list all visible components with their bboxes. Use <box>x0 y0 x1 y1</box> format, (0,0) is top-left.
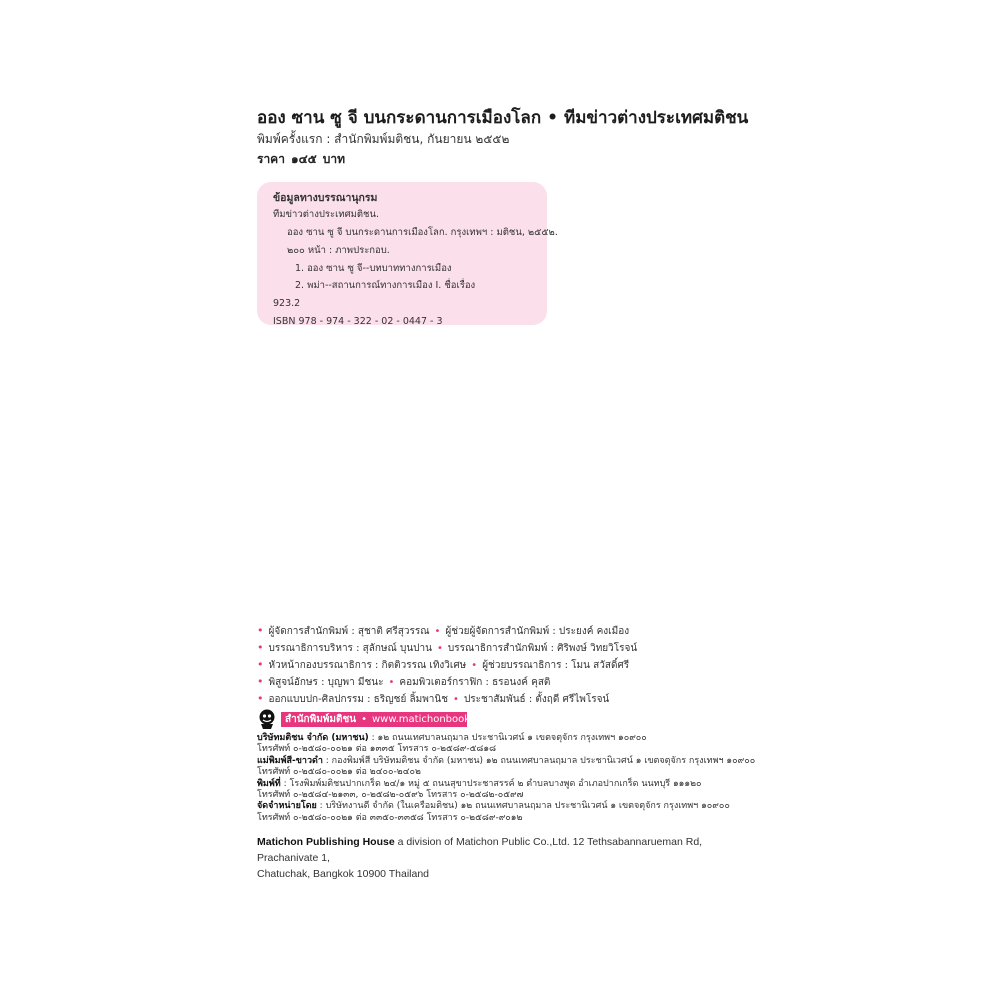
publisher-brand-row <box>257 708 495 730</box>
staff-credits <box>257 624 727 709</box>
bullet-icon: • <box>434 626 441 637</box>
catalog-subject-1: 1. ออง ซาน ซู จี--บทบาททางการเมือง <box>295 262 452 274</box>
staff-credit: ประชาสัมพันธ์ : ตั้งฤดี ศรีไพโรจน์ <box>463 694 610 705</box>
address-line <box>257 790 717 801</box>
publisher-bar <box>281 712 495 727</box>
price-label: ราคา <box>257 152 285 166</box>
staff-credit: ผู้ช่วยบรรณาธิการ : โมน สวัสดิ์ศรี <box>482 660 630 671</box>
staff-row <box>257 641 727 658</box>
staff-credit: ผู้ช่วยผู้จัดการสำนักพิมพ์ : ประยงค์ คงเมือง <box>445 626 630 637</box>
price-value: ๑๔๕ <box>290 152 317 166</box>
catalog-heading: ข้อมูลทางบรรณานุกรม <box>273 192 378 204</box>
book-title-line <box>257 104 857 131</box>
publisher-logo-icon <box>257 708 277 730</box>
english-imprint <box>257 834 717 882</box>
address-text: : กองพิมพ์สี บริษัทมติชน จำกัด (มหาชน) ๑๒ ถนนเทศบาลนฤมาล ประชานิเวศน์ ๑ เขตจตุจักร กรุงเทพฯ ๑๐๙๐๐ <box>322 755 756 766</box>
bullet-icon: • <box>257 658 264 671</box>
address-text: โทรศัพท์ ๐-๒๕๘๐-๐๐๒๑ ต่อ ๑๓๓๕ โทรสาร ๐-๒๕๘๙-๕๘๑๘ <box>257 744 497 755</box>
bullet-icon: • <box>471 660 478 671</box>
staff-credit: คอมพิวเตอร์กราฟิก : ธรอนงค์ คุสติ <box>399 677 551 688</box>
bullet-icon: • <box>547 108 558 128</box>
price-unit: บาท <box>322 152 345 166</box>
bullet-icon: • <box>257 692 264 705</box>
bullet-icon: • <box>453 694 459 705</box>
address-text: : โรงพิมพ์มติชนปากเกร็ด ๒๔/๑ หมู่ ๕ ถนนสุขาประชาสรรค์ ๒ ตำบลบางพูด อำเภอปากเกร็ด นนทบุรี ๑๑๑๒๐ <box>280 778 702 789</box>
catalog-data-box <box>257 182 558 327</box>
address-line <box>257 744 717 755</box>
address-label: แม่พิมพ์สี-ขาวดำ <box>257 755 323 766</box>
book-title: ออง ซาน ซู จี บนกระดานการเมืองโลก <box>257 108 542 128</box>
address-line <box>257 813 717 824</box>
staff-credit: บรรณาธิการสำนักพิมพ์ : ศิริพงษ์ วิทยวิโรจน์ <box>447 643 638 654</box>
address-line <box>257 801 730 812</box>
staff-credit: ผู้จัดการสำนักพิมพ์ : สุชาติ ศรีสุวรรณ <box>268 626 430 637</box>
address-label: พิมพ์ที่ <box>257 778 281 789</box>
address-text: : บริษัทงานดี จำกัด (ในเครือมติชน) ๑๒ ถนนเทศบาลนฤมาล ประชานิเวศน์ ๑ เขตจตุจักร กรุงเทพฯ ๑๐๙๐๐ <box>316 801 730 812</box>
address-label: จัดจำหน่ายโดย <box>257 801 317 812</box>
bullet-icon: • <box>361 713 367 725</box>
staff-credit: ออกแบบปก-ศิลปกรรม : ธริญชย์ ลิ้มพานิช <box>268 694 449 705</box>
staff-row <box>257 675 727 692</box>
address-text: โทรศัพท์ ๐-๒๕๘๐-๐๐๒๑ ต่อ ๓๓๕๐-๓๓๕๘ โทรสาร ๐-๒๕๘๙-๙๐๑๒ <box>257 812 523 823</box>
catalog-subject-2: 2. พม่า--สถานการณ์ทางการเมือง I. ชื่อเรื่อง <box>295 280 476 292</box>
catalog-entry: ออง ซาน ซู จี บนกระดานการเมืองโลก. กรุงเทพฯ : มติชน, ๒๕๕๒. <box>287 226 558 238</box>
staff-credit: พิสูจน์อักษร : บุญพา มีชนะ <box>268 677 384 688</box>
catalog-pages: ๒๐๐ หน้า : ภาพประกอบ. <box>287 244 390 256</box>
staff-credit: หัวหน้ากองบรรณาธิการ : กิตติวรรณ เทิงวิเศษ <box>268 660 467 671</box>
english-line-2: Chatuchak, Bangkok 10900 Thailand <box>257 868 430 880</box>
edition-line: พิมพ์ครั้งแรก : สำนักพิมพ์มติชน, กันยายน ๒๕๕๒ <box>257 132 510 146</box>
bullet-icon: • <box>257 675 264 688</box>
publisher-name: สำนักพิมพ์มติชน <box>285 713 357 725</box>
staff-row <box>257 658 727 675</box>
catalog-class-number: 923.2 <box>273 298 301 310</box>
bullet-icon: • <box>388 677 395 688</box>
publisher-url[interactable]: www.matichonbook.com <box>372 713 495 725</box>
address-line <box>257 733 717 744</box>
english-publisher-name: Matichon Publishing House <box>257 836 395 848</box>
address-line <box>257 779 717 790</box>
catalog-author: ทีมข่าวต่างประเทศมติชน. <box>273 209 379 221</box>
bullet-icon: • <box>257 641 264 654</box>
staff-row <box>257 624 727 641</box>
book-author: ทีมข่าวต่างประเทศมติชน <box>564 108 749 128</box>
address-text: โทรศัพท์ ๐-๒๕๘๔-๒๑๓๓, ๐-๒๕๘๒-๐๕๙๖ โทรสาร ๐-๒๕๘๒-๐๕๙๗ <box>257 790 524 801</box>
publisher-addresses <box>257 733 756 824</box>
address-label: บริษัทมติชน จำกัด (มหาชน) <box>257 733 369 743</box>
staff-credit: บรรณาธิการบริหาร : สุลักษณ์ บุนปาน <box>268 643 432 654</box>
english-line-1: a division of Matichon Public Co.,Ltd. 12 Tethsabannarueman Rd, Prachanivate 1, <box>257 836 703 864</box>
bullet-icon: • <box>257 624 264 637</box>
price-line <box>257 150 345 169</box>
address-line <box>257 755 756 767</box>
address-text: : ๑๒ ถนนเทศบาลนฤมาล ประชานิเวศน์ ๑ เขตจตุจักร กรุงเทพฯ ๑๐๙๐๐ <box>368 733 647 743</box>
address-line <box>257 767 717 778</box>
catalog-isbn: ISBN 978 - 974 - 322 - 02 - 0447 - 3 <box>273 315 443 327</box>
staff-row <box>257 692 727 709</box>
address-text: โทรศัพท์ ๐-๒๕๘๐-๐๐๒๑ ต่อ ๒๔๐๐-๒๔๐๒ <box>257 767 421 778</box>
bullet-icon: • <box>436 643 443 654</box>
